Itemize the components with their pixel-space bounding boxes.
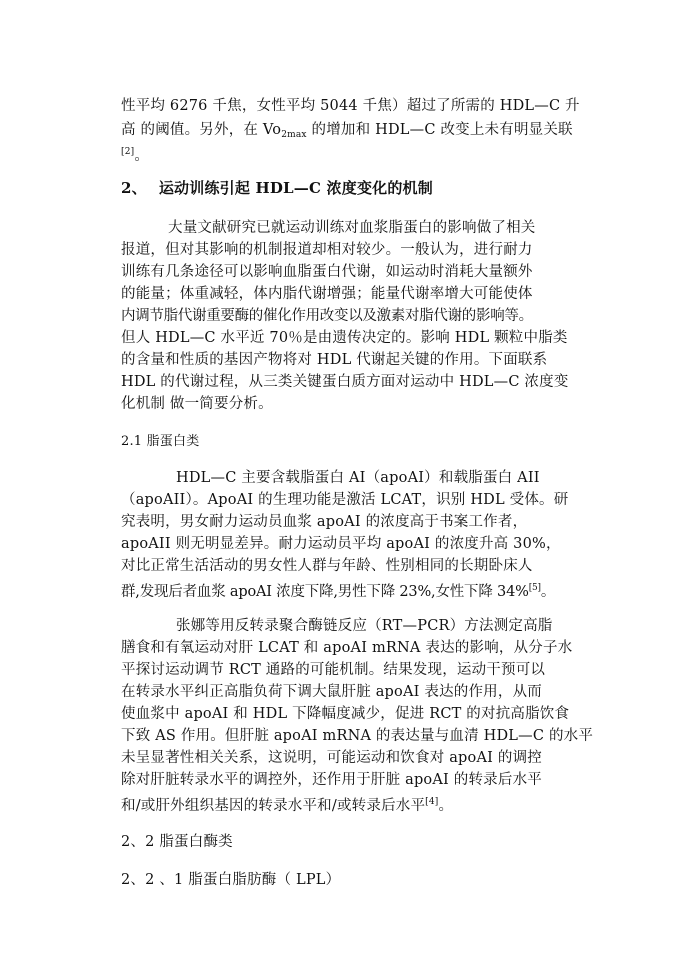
para4-line9-text: 和/或肝外组织基因的转录水平和/或转录后水平 [121,798,426,814]
section-2-2-heading: 2、2 脂蛋白酶类 [121,834,233,850]
citation-5: [5] [528,583,541,593]
citation-4: [4] [425,797,439,807]
para3-line2: （apoAII）。ApoAI 的生理功能是激活 LCAT，识别 HDL 受体。研 [121,492,569,508]
section-2-heading [121,178,433,198]
section-2-number: 2、 [121,179,147,197]
para3-line6 [121,578,555,602]
para4-line6: 下致 AS 作用。但肝脏 apoAI mRNA 的表达量与血清 HDL—C 的水平 [121,728,594,744]
para2-line3: 训练有几条途径可以影响血脂蛋白代谢，如运动时消耗大量额外 [121,264,533,280]
para1-line2-tail: 的增加和 HDL—C 改变上未有明显关联 [306,122,573,138]
para4-line9-tail: 。 [438,798,454,814]
para1-line2 [121,120,573,145]
para4-line4: 在转录水平纠正高脂负荷下调大鼠肝脏 apoAI 表达的作用，从而 [121,684,542,700]
para2-line5: 内调节脂代谢重要酶的催化作用改变以及激素对脂代谢的影响等。 [121,308,533,324]
para3-line5: 对比正常生活活动的男女性人群与年龄、性别相同的长期卧床人 [121,558,533,574]
para4-line2: 膳食和有氧运动对肝 LCAT 和 apoAI mRNA 表达的影响，从分子水 [121,640,573,656]
para3-line3: 究表明，男女耐力运动员血浆 apoAI 的浓度高于书案工作者， [121,514,528,530]
vo2max-subscript: 2max [281,130,307,140]
para4-line9 [121,792,453,816]
para3-line6-tail: 。 [540,584,556,600]
para1-line2-text: 高 的阈值。另外，在 Vo [121,122,282,138]
para4-line8: 除对肝脏转录水平的调控外，还作用于肝脏 apoAI 的转录后水平 [121,772,542,788]
para2-line7: 的含量和性质的基因产物将对 HDL 代谢起关键的作用。下面联系 [121,352,548,368]
para2-line4: 的能量；体重减轻，体内脂代谢增强；能量代谢率增大可能使体 [121,286,533,302]
para4-line1: 张娜等用反转录聚合酶链反应（RT—PCR）方法测定高脂 [176,618,553,634]
para3-line4: apoAII 则无明显差异。耐力运动员平均 apoAI 的浓度升高 30%， [121,536,561,552]
para2-line9: 化机制 做一简要分析。 [121,396,273,412]
citation-2: [2] [121,147,135,157]
para2-line1: 大量文献研究已就运动训练对血浆脂蛋白的影响做了相关 [168,220,536,236]
para4-line5: 使血浆中 apoAI 和 HDL 下降幅度减少，促进 RCT 的对抗高脂饮食 [121,706,570,722]
para1-line3 [121,142,149,166]
para2-line6: 但人 HDL—C 水平近 70％是由遗传决定的。影响 HDL 颗粒中脂类 [121,330,568,346]
para1-line1: 性平均 6276 千焦，女性平均 5044 千焦）超过了所需的 HDL—C 升 [121,98,580,114]
para2-line2: 报道，但对其影响的机制报道却相对较少。一般认为，进行耐力 [121,242,533,258]
para3-line1: HDL—C 主要含载脂蛋白 AI（apoAI）和载脂蛋白 AII [176,470,540,486]
para2-line8: HDL 的代谢过程，从三类关键蛋白质方面对运动中 HDL—C 浓度变 [121,374,569,390]
section-2-1-heading: 2.1 脂蛋白类 [121,434,200,449]
para4-line7: 未呈显著性相关关系，这说明，可能运动和饮食对 apoAI 的调控 [121,750,542,766]
para1-line3-tail: 。 [134,148,150,164]
para4-line3: 平探讨运动调节 RCT 通路的可能机制。结果发现，运动干预可以 [121,662,546,678]
section-2-2-1-heading: 2、2 、1 脂蛋白脂肪酶（ LPL） [121,872,341,888]
para3-line6-text: 群,发现后者血浆 apoAI 浓度下降,男性下降 23%,女性下降 34% [121,584,529,600]
section-2-title: 运动训练引起 HDL—C 浓度变化的机制 [158,179,433,197]
